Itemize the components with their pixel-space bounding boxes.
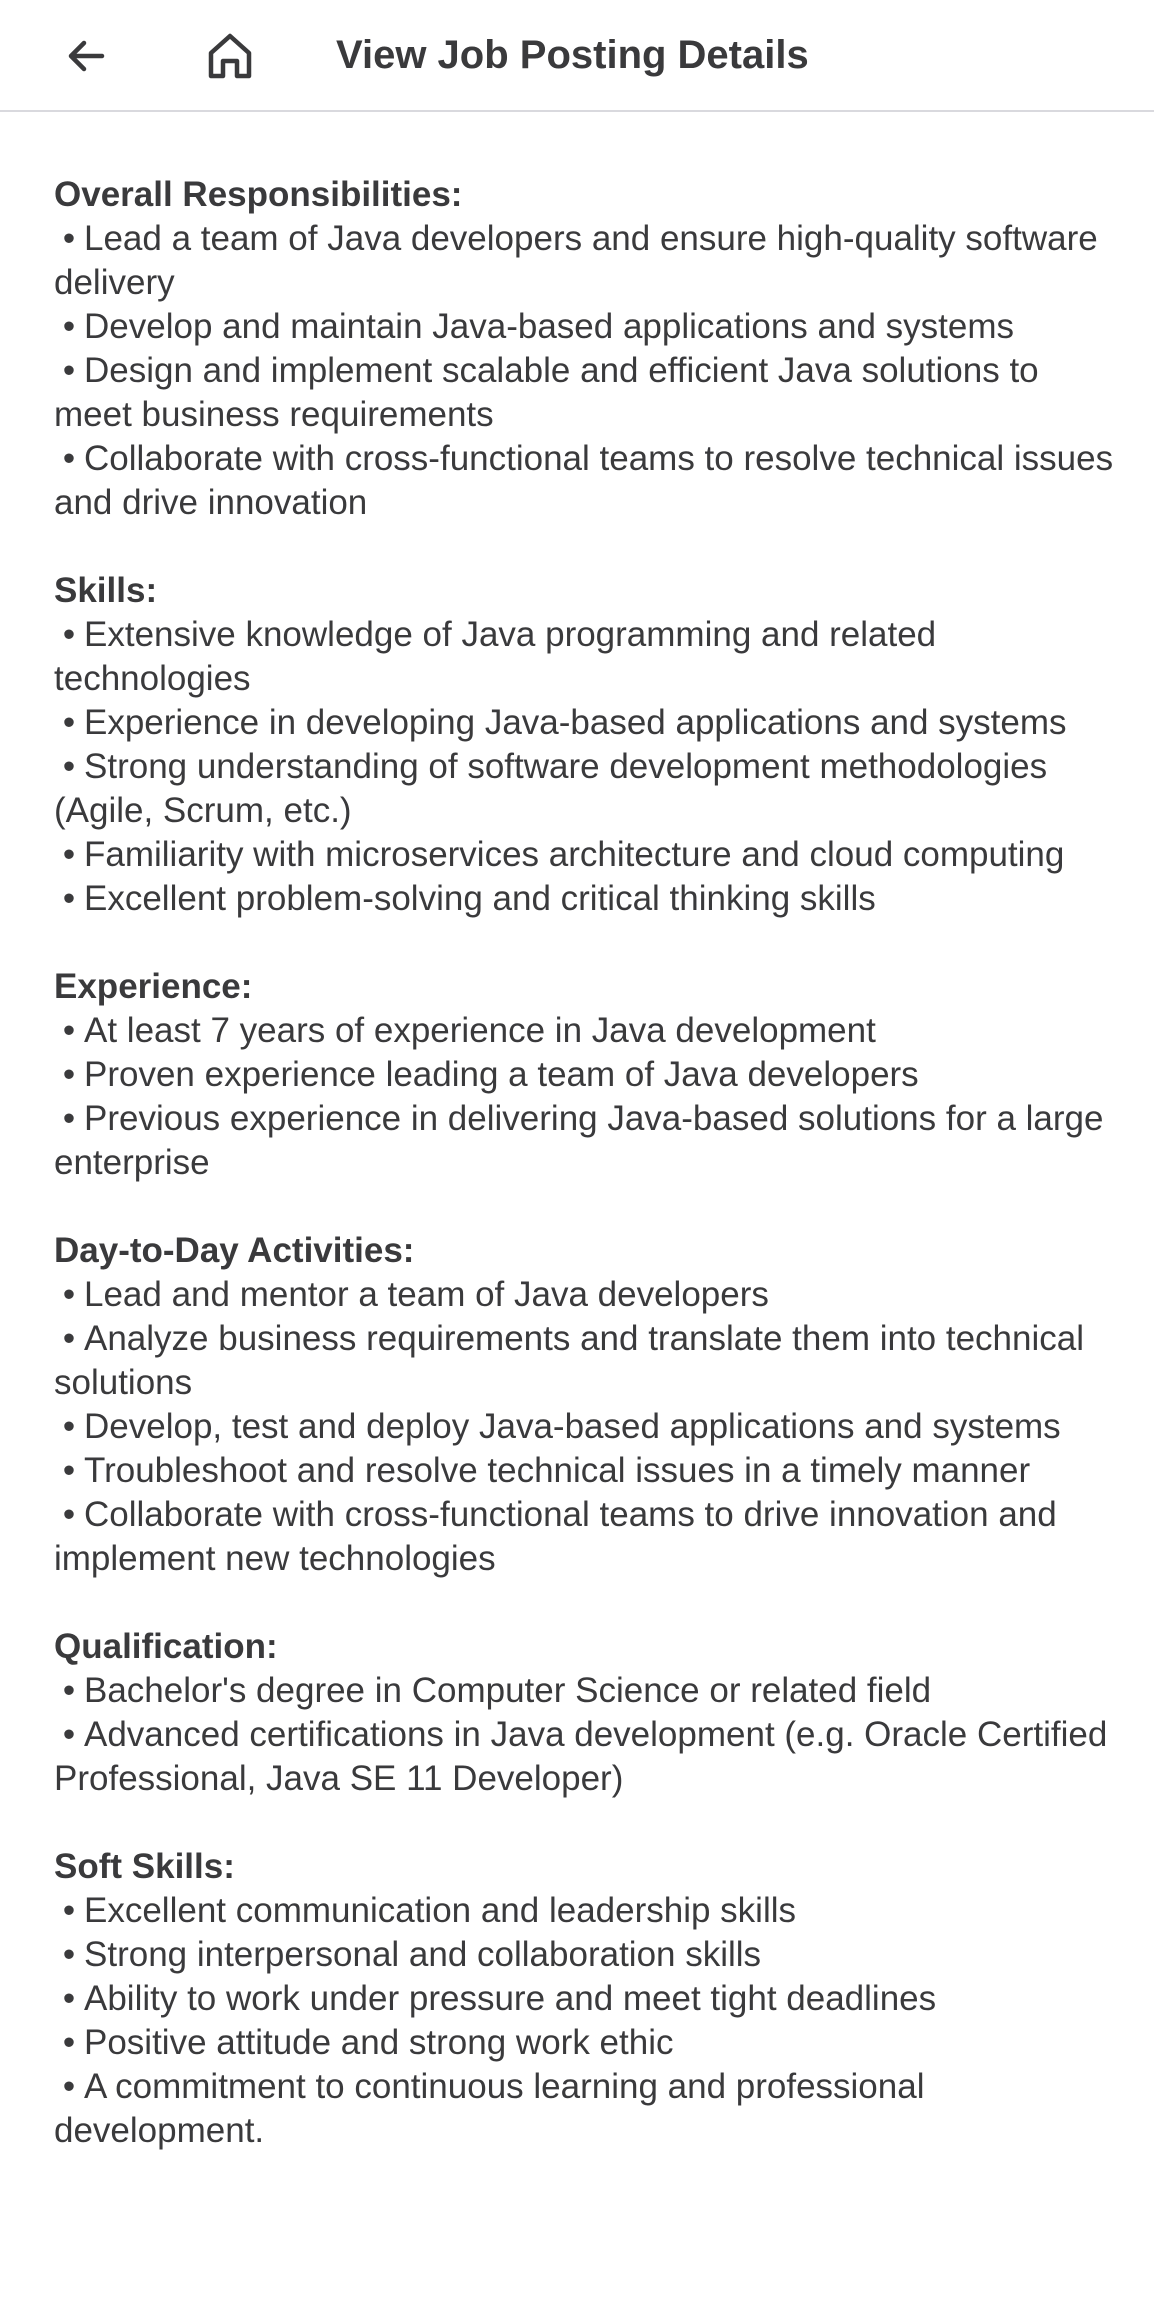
arrow-left-icon (62, 32, 110, 80)
list-item: • Extensive knowledge of Java programming and related technologies (54, 613, 1114, 701)
list-item: • Troubleshoot and resolve technical issues in a timely manner (54, 1449, 1114, 1493)
list-item: • Lead a team of Java developers and ensure high-quality software delivery (54, 217, 1114, 305)
section-heading: Overall Responsibilities: (54, 175, 463, 214)
list-item: • Excellent communication and leadership skills (54, 1889, 1114, 1933)
section-heading: Qualification: (54, 1627, 278, 1666)
section-soft-skills (54, 1845, 1114, 2153)
list-item: • Positive attitude and strong work ethic (54, 2021, 1114, 2065)
list-item: • Develop, test and deploy Java-based applications and systems (54, 1405, 1114, 1449)
list-item: • Collaborate with cross-functional teams to resolve technical issues and drive innovation (54, 437, 1114, 525)
section-heading: Soft Skills: (54, 1847, 235, 1886)
section-heading: Day-to-Day Activities: (54, 1231, 415, 1270)
list-item: • A commitment to continuous learning and professional development. (54, 2065, 1114, 2153)
list-item: • Develop and maintain Java-based applications and systems (54, 305, 1114, 349)
list-item: • Previous experience in delivering Java-based solutions for a large enterprise (54, 1097, 1114, 1185)
list-item: • At least 7 years of experience in Java development (54, 1009, 1114, 1053)
list-item: • Lead and mentor a team of Java developers (54, 1273, 1114, 1317)
list-item: • Design and implement scalable and efficient Java solutions to meet business requirements (54, 349, 1114, 437)
list-item: • Collaborate with cross-functional teams to drive innovation and implement new technologies (54, 1493, 1114, 1581)
section-qualification (54, 1625, 1114, 1801)
app-bar (0, 0, 1154, 112)
section-overall-responsibilities (54, 173, 1114, 525)
list-item: • Analyze business requirements and translate them into technical solutions (54, 1317, 1114, 1405)
section-day-to-day-activities (54, 1229, 1114, 1581)
list-item: • Advanced certifications in Java development (e.g. Oracle Certified Professional, Java SE 11 Developer) (54, 1713, 1114, 1801)
list-item: • Familiarity with microservices architecture and cloud computing (54, 833, 1114, 877)
job-details-content (54, 173, 1114, 2197)
section-skills (54, 569, 1114, 921)
back-button[interactable] (48, 18, 124, 94)
home-icon (203, 29, 257, 83)
list-item: • Experience in developing Java-based applications and systems (54, 701, 1114, 745)
list-item: • Ability to work under pressure and meet tight deadlines (54, 1977, 1114, 2021)
home-button[interactable] (192, 18, 268, 94)
section-experience (54, 965, 1114, 1185)
section-heading: Skills: (54, 571, 158, 610)
list-item: • Strong interpersonal and collaboration skills (54, 1933, 1114, 1977)
list-item: • Excellent problem-solving and critical thinking skills (54, 877, 1114, 921)
list-item: • Proven experience leading a team of Java developers (54, 1053, 1114, 1097)
page-title: View Job Posting Details (336, 33, 809, 77)
list-item: • Strong understanding of software development methodologies (Agile, Scrum, etc.) (54, 745, 1114, 833)
section-heading: Experience: (54, 967, 253, 1006)
list-item: • Bachelor's degree in Computer Science or related field (54, 1669, 1114, 1713)
